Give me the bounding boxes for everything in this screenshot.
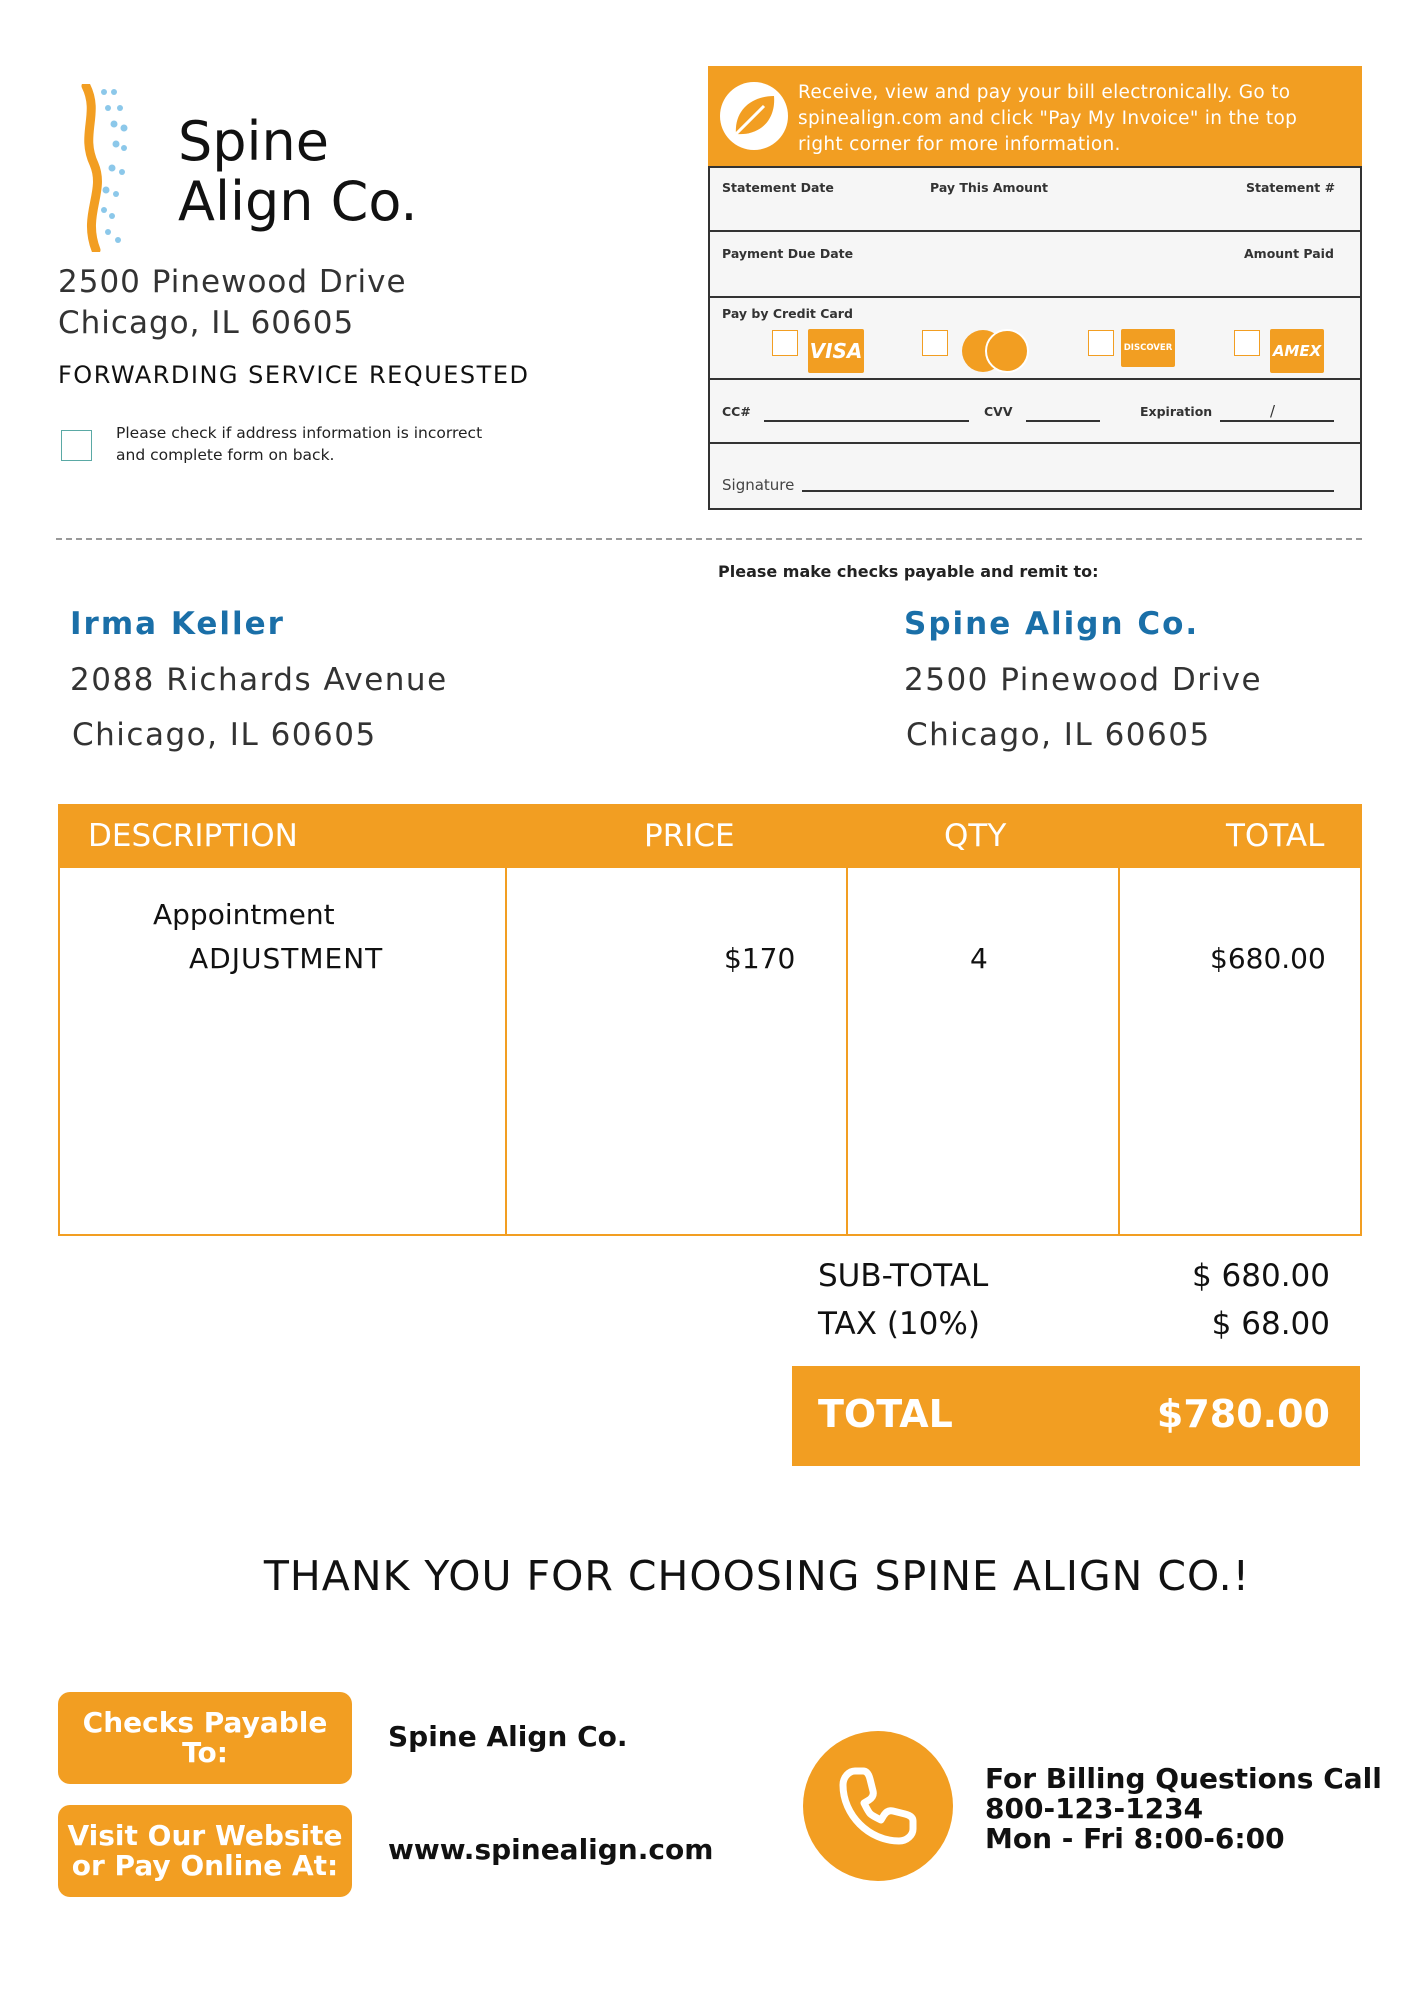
payment-due-date-label: Payment Due Date [722,246,854,261]
billing-phone[interactable]: 800-123-1234 [985,1792,1204,1825]
amount-paid-label: Amount Paid [1244,246,1334,261]
sender-address-line2: Chicago, IL 60605 [58,305,355,341]
subtotal-value: $ 680.00 [1191,1258,1330,1294]
tear-line [56,538,1362,540]
check-note-line2: and complete form on back. [116,446,335,464]
website-badge [58,1805,352,1897]
sender-address-line1: 2500 Pinewood Drive [58,264,407,300]
row-category: Appointment [153,898,335,931]
company-logo-text [178,112,418,232]
sender-address [58,262,407,344]
customer-address-line1: 2088 Richards Avenue [70,662,448,698]
row-qty: 4 [970,942,988,975]
checks-payable-value: Spine Align Co. [388,1720,628,1753]
row-price: $170 [724,942,796,975]
cc-number-label: CC# [722,404,751,419]
website-label-line2: or Pay Online At: [71,1849,339,1882]
col-price: PRICE [644,818,735,854]
thank-you-message: THANK YOU FOR CHOOSING SPINE ALIGN CO.! [263,1552,1251,1600]
payment-form-divider [708,442,1362,444]
signature-label: Signature [722,476,795,494]
checks-payable-badge [58,1692,352,1784]
visa-checkbox[interactable] [772,330,798,356]
checks-label-line2: To: [182,1736,228,1769]
billing-line1: For Billing Questions Call [985,1762,1382,1795]
payment-form-divider [708,230,1362,232]
column-divider [1118,868,1120,1236]
mastercard-checkbox[interactable] [922,330,948,356]
tax-value: $ 68.00 [1211,1306,1330,1342]
payment-form-divider [708,378,1362,380]
payee-address-line2: Chicago, IL 60605 [906,717,1211,753]
cc-number-field[interactable] [764,420,969,422]
expiration-separator: / [1270,402,1276,420]
checks-label-line1: Checks Payable [82,1706,328,1739]
cvv-label: CVV [984,404,1013,419]
payment-form-divider [708,166,1362,168]
discover-icon: DISCOVER [1121,329,1175,367]
expiration-label: Expiration [1140,404,1213,419]
forwarding-notice: FORWARDING SERVICE REQUESTED [58,361,530,389]
payee-address-line1: 2500 Pinewood Drive [904,662,1263,698]
cvv-field[interactable] [1026,420,1100,422]
amex-checkbox[interactable] [1234,330,1260,356]
column-divider [846,868,848,1236]
pay-by-card-label: Pay by Credit Card [722,306,853,321]
total-value: $780.00 [1156,1392,1330,1436]
phone-icon [803,1731,953,1881]
remit-note: Please make checks payable and remit to: [718,562,1099,581]
col-description: DESCRIPTION [88,818,298,854]
tax-label: TAX (10%) [818,1306,980,1342]
payment-message-line3: right corner for more information. [798,134,1121,155]
visa-icon: VISA [808,329,864,373]
discover-checkbox[interactable] [1088,330,1114,356]
statement-date-label: Statement Date [722,180,834,195]
payment-message [798,80,1358,158]
row-description: ADJUSTMENT [189,942,384,975]
payee-name: Spine Align Co. [904,606,1200,642]
total-label: TOTAL [818,1392,953,1436]
col-qty: QTY [944,818,1007,854]
subtotal-label: SUB-TOTAL [818,1258,989,1294]
website-label-line1: Visit Our Website [67,1819,343,1852]
mastercard-icon [958,328,1032,374]
spine-logo-icon [78,84,138,252]
address-incorrect-checkbox[interactable] [61,430,92,461]
pay-this-amount-label: Pay This Amount [930,180,1048,195]
amex-icon: AMEX [1270,329,1324,373]
expiration-field[interactable] [1220,420,1334,422]
signature-field[interactable] [802,490,1334,492]
payment-form-divider [708,296,1362,298]
billing-contact [985,1764,1382,1854]
logo-line1: Spine [178,110,330,173]
billing-hours: Mon - Fri 8:00-6:00 [985,1822,1285,1855]
row-total: $680.00 [1210,942,1326,975]
address-check-note [116,422,482,466]
logo-line2: Align Co. [178,170,418,233]
customer-address-line2: Chicago, IL 60605 [72,717,377,753]
statement-number-label: Statement # [1246,180,1336,195]
leaf-icon [720,82,788,150]
check-note-line1: Please check if address information is incorrect [116,424,483,442]
payment-message-line1: Receive, view and pay your bill electronically. Go to [798,82,1291,103]
col-total: TOTAL [1226,818,1325,854]
customer-name: Irma Keller [70,606,285,642]
website-link[interactable]: www.spinealign.com [388,1833,714,1866]
payment-message-line2: spinealign.com and click "Pay My Invoice" in the top [798,108,1298,129]
column-divider [505,868,507,1236]
